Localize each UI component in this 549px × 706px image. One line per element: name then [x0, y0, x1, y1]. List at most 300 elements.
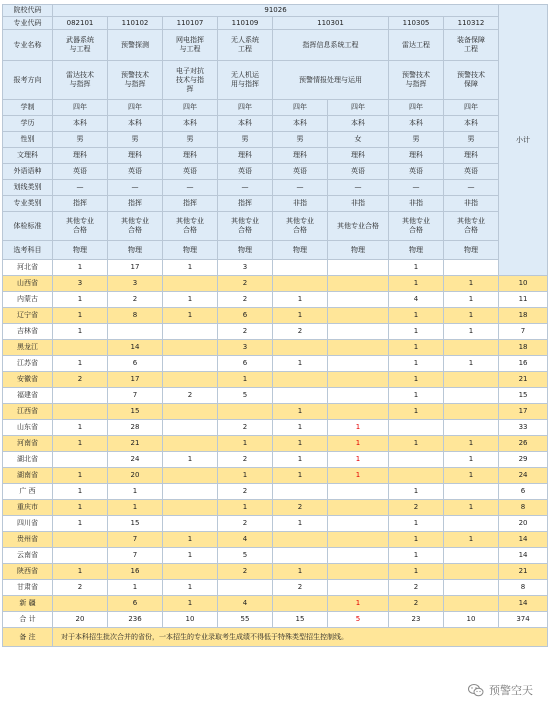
quota-cell	[108, 324, 163, 340]
province-total: 11	[499, 292, 548, 308]
province-name: 江西省	[3, 404, 53, 420]
quota-cell	[328, 404, 389, 420]
province-name: 云南省	[3, 548, 53, 564]
quota-cell	[218, 404, 273, 420]
subject-value: 理科	[163, 148, 218, 164]
quota-cell	[444, 548, 499, 564]
province-name: 河南省	[3, 436, 53, 452]
quota-cell	[328, 292, 389, 308]
subject-value: 理科	[389, 148, 444, 164]
quota-cell: 1	[108, 580, 163, 596]
quota-cell	[328, 548, 389, 564]
quota-cell: 1	[53, 564, 108, 580]
category-value: 非指	[273, 196, 328, 212]
line-value: —	[273, 180, 328, 196]
major-code: 082101	[53, 17, 108, 30]
quota-cell	[163, 372, 218, 388]
quota-cell: 6	[108, 596, 163, 612]
direction-label: 报考方向	[3, 61, 53, 100]
quota-cell	[444, 372, 499, 388]
quota-cell	[389, 468, 444, 484]
gender-row	[3, 132, 548, 148]
column-total: 55	[218, 612, 273, 628]
quota-cell: 2	[108, 292, 163, 308]
quota-cell	[328, 356, 389, 372]
column-total: 10	[163, 612, 218, 628]
quota-cell	[328, 260, 389, 276]
note-label: 备 注	[3, 628, 53, 647]
quota-cell	[444, 596, 499, 612]
quota-cell	[328, 276, 389, 292]
quota-cell: 14	[108, 340, 163, 356]
quota-cell	[53, 340, 108, 356]
quota-cell	[273, 484, 328, 500]
degree-value: 本科	[108, 116, 163, 132]
quota-cell: 6	[218, 308, 273, 324]
quota-cell: 1	[53, 260, 108, 276]
quota-cell: 1	[53, 484, 108, 500]
quota-cell: 1	[444, 532, 499, 548]
quota-cell: 2	[273, 500, 328, 516]
province-row	[3, 468, 548, 484]
province-row	[3, 292, 548, 308]
quota-cell: 1	[444, 468, 499, 484]
physical-label: 体检标准	[3, 212, 53, 241]
quota-cell: 1	[389, 356, 444, 372]
watermark	[468, 682, 533, 698]
category-value: 指挥	[218, 196, 273, 212]
duration-value: 四年	[328, 100, 389, 116]
direction: 预警技术 与指挥	[389, 61, 444, 100]
quota-cell: 1	[53, 292, 108, 308]
quota-cell: 1	[389, 324, 444, 340]
quota-cell: 1	[53, 356, 108, 372]
quota-cell: 2	[218, 292, 273, 308]
degree-value: 本科	[389, 116, 444, 132]
major-code-row	[3, 17, 548, 30]
quota-cell: 1	[163, 580, 218, 596]
province-row	[3, 420, 548, 436]
quota-cell	[328, 580, 389, 596]
province-name: 新 疆	[3, 596, 53, 612]
quota-cell: 17	[108, 372, 163, 388]
quota-cell: 1	[444, 452, 499, 468]
column-total: 5	[328, 612, 389, 628]
quota-cell: 2	[389, 580, 444, 596]
major-name: 网电指挥 与工程	[163, 30, 218, 61]
province-name: 河北省	[3, 260, 53, 276]
subtotal-header: 小计	[499, 5, 548, 276]
quota-cell: 1	[444, 276, 499, 292]
quota-cell	[163, 516, 218, 532]
quota-cell	[53, 452, 108, 468]
quota-cell: 2	[389, 596, 444, 612]
quota-cell: 2	[218, 516, 273, 532]
quota-cell: 1	[273, 564, 328, 580]
physical-value: 其他专业 合格	[273, 212, 328, 241]
quota-cell: 2	[218, 452, 273, 468]
quota-cell: 1	[163, 308, 218, 324]
province-row	[3, 340, 548, 356]
major-name: 装备保障 工程	[444, 30, 499, 61]
province-row	[3, 452, 548, 468]
major-name: 指挥信息系统工程	[273, 30, 389, 61]
quota-cell	[328, 564, 389, 580]
watermark-text: 预警空天	[489, 684, 533, 697]
major-name-row	[3, 30, 548, 61]
province-name: 湖南省	[3, 468, 53, 484]
quota-cell: 15	[108, 404, 163, 420]
subject-value: 理科	[328, 148, 389, 164]
quota-cell: 2	[53, 580, 108, 596]
quota-cell: 1	[389, 436, 444, 452]
province-row	[3, 388, 548, 404]
quota-cell	[273, 596, 328, 612]
language-value: 英语	[273, 164, 328, 180]
province-total: 21	[499, 564, 548, 580]
quota-cell: 2	[218, 564, 273, 580]
quota-cell	[273, 548, 328, 564]
province-name: 内蒙古	[3, 292, 53, 308]
gender-value: 男	[53, 132, 108, 148]
elective-value: 物理	[273, 241, 328, 260]
note-row	[3, 628, 548, 647]
category-row-label: 专业类别	[3, 196, 53, 212]
province-total: 16	[499, 356, 548, 372]
major-code: 110312	[444, 17, 499, 30]
quota-cell: 1	[273, 420, 328, 436]
major-code: 110109	[218, 17, 273, 30]
physical-value: 其他专业 合格	[444, 212, 499, 241]
direction: 预警情报处理与运用	[273, 61, 389, 100]
province-row	[3, 356, 548, 372]
quota-cell: 16	[108, 564, 163, 580]
quota-cell: 1	[53, 308, 108, 324]
quota-cell: 1	[389, 276, 444, 292]
quota-cell	[273, 276, 328, 292]
quota-cell	[163, 324, 218, 340]
province-total: 14	[499, 548, 548, 564]
gender-row-label: 性别	[3, 132, 53, 148]
line-value: —	[163, 180, 218, 196]
province-name: 吉林省	[3, 324, 53, 340]
quota-cell	[273, 388, 328, 404]
subject-row	[3, 148, 548, 164]
wechat-icon	[468, 684, 484, 697]
province-name: 陕西省	[3, 564, 53, 580]
province-name: 辽宁省	[3, 308, 53, 324]
column-total: 10	[444, 612, 499, 628]
province-row	[3, 276, 548, 292]
quota-cell: 1	[53, 420, 108, 436]
duration-value: 四年	[444, 100, 499, 116]
province-total: 14	[499, 532, 548, 548]
quota-cell	[328, 372, 389, 388]
direction: 电子对抗 技术与指 挥	[163, 61, 218, 100]
province-name: 四川省	[3, 516, 53, 532]
province-total: 17	[499, 404, 548, 420]
column-total: 236	[108, 612, 163, 628]
physical-row	[3, 212, 548, 241]
quota-cell: 1	[328, 452, 389, 468]
quota-cell: 1	[53, 468, 108, 484]
line-value: —	[53, 180, 108, 196]
province-row	[3, 500, 548, 516]
quota-cell: 1	[328, 468, 389, 484]
quota-cell: 2	[218, 276, 273, 292]
duration-value: 四年	[108, 100, 163, 116]
quota-cell: 1	[389, 388, 444, 404]
quota-cell	[163, 468, 218, 484]
major-name: 武器系统 与工程	[53, 30, 108, 61]
language-value: 英语	[108, 164, 163, 180]
language-value: 英语	[328, 164, 389, 180]
quota-cell: 24	[108, 452, 163, 468]
quota-cell	[444, 404, 499, 420]
school-code-row	[3, 5, 548, 17]
totals-label: 合 计	[3, 612, 53, 628]
province-row	[3, 532, 548, 548]
elective-value: 物理	[163, 241, 218, 260]
province-name: 甘肃省	[3, 580, 53, 596]
quota-cell: 1	[389, 532, 444, 548]
subject-value: 理科	[444, 148, 499, 164]
degree-value: 本科	[273, 116, 328, 132]
quota-cell: 1	[273, 292, 328, 308]
quota-cell	[273, 372, 328, 388]
province-total: 10	[499, 276, 548, 292]
quota-cell: 7	[108, 548, 163, 564]
province-name: 湖北省	[3, 452, 53, 468]
quota-cell: 1	[108, 484, 163, 500]
line-value: —	[108, 180, 163, 196]
province-name: 黑龙江	[3, 340, 53, 356]
province-name: 安徽省	[3, 372, 53, 388]
admission-plan-table	[2, 4, 548, 647]
quota-cell: 1	[444, 436, 499, 452]
province-name: 江苏省	[3, 356, 53, 372]
gender-value: 男	[108, 132, 163, 148]
province-total: 18	[499, 308, 548, 324]
province-row	[3, 580, 548, 596]
quota-cell: 1	[163, 532, 218, 548]
major-name: 无人系统 工程	[218, 30, 273, 61]
quota-cell: 3	[53, 276, 108, 292]
physical-value: 其他专业 合格	[163, 212, 218, 241]
physical-value: 其他专业 合格	[389, 212, 444, 241]
language-row	[3, 164, 548, 180]
duration-value: 四年	[218, 100, 273, 116]
province-row	[3, 324, 548, 340]
quota-cell	[444, 340, 499, 356]
province-name: 广 西	[3, 484, 53, 500]
subject-value: 理科	[108, 148, 163, 164]
physical-value: 其他专业 合格	[218, 212, 273, 241]
quota-cell	[444, 580, 499, 596]
quota-cell: 1	[444, 292, 499, 308]
gender-value: 女	[328, 132, 389, 148]
province-row	[3, 404, 548, 420]
quota-cell: 1	[389, 260, 444, 276]
quota-cell	[163, 340, 218, 356]
major-name: 雷达工程	[389, 30, 444, 61]
major-code-label: 专业代码	[3, 17, 53, 30]
quota-cell	[163, 436, 218, 452]
quota-cell: 6	[108, 356, 163, 372]
line-value: —	[444, 180, 499, 196]
quota-cell	[328, 484, 389, 500]
direction: 雷达技术 与指挥	[53, 61, 108, 100]
subject-value: 理科	[53, 148, 108, 164]
quota-cell: 15	[108, 516, 163, 532]
physical-value: 其他专业合格	[328, 212, 389, 241]
quota-cell	[163, 564, 218, 580]
elective-value: 物理	[328, 241, 389, 260]
province-total: 8	[499, 580, 548, 596]
major-code: 110102	[108, 17, 163, 30]
quota-cell: 1	[218, 372, 273, 388]
province-row	[3, 596, 548, 612]
major-name: 预警探测	[108, 30, 163, 61]
degree-row	[3, 116, 548, 132]
province-total: 24	[499, 468, 548, 484]
quota-cell: 1	[389, 372, 444, 388]
quota-cell: 1	[273, 404, 328, 420]
quota-cell	[163, 420, 218, 436]
quota-cell: 2	[218, 420, 273, 436]
quota-cell: 1	[218, 500, 273, 516]
degree-row-label: 学历	[3, 116, 53, 132]
quota-cell	[163, 500, 218, 516]
province-name: 福建省	[3, 388, 53, 404]
quota-cell: 1	[389, 484, 444, 500]
line-row-label: 划线类别	[3, 180, 53, 196]
province-name: 山西省	[3, 276, 53, 292]
quota-cell	[444, 484, 499, 500]
quota-cell: 1	[444, 324, 499, 340]
degree-value: 本科	[163, 116, 218, 132]
quota-cell	[163, 276, 218, 292]
line-row	[3, 180, 548, 196]
province-row	[3, 260, 548, 276]
gender-value: 男	[218, 132, 273, 148]
province-total: 6	[499, 484, 548, 500]
language-value: 英语	[218, 164, 273, 180]
quota-cell: 1	[389, 548, 444, 564]
quota-cell	[328, 500, 389, 516]
quota-cell: 8	[108, 308, 163, 324]
province-name: 贵州省	[3, 532, 53, 548]
quota-cell: 2	[163, 388, 218, 404]
physical-value: 其他专业 合格	[108, 212, 163, 241]
quota-cell	[444, 388, 499, 404]
province-total: 29	[499, 452, 548, 468]
category-row	[3, 196, 548, 212]
quota-cell: 1	[273, 468, 328, 484]
line-value: —	[218, 180, 273, 196]
quota-cell: 5	[218, 388, 273, 404]
quota-cell: 1	[53, 436, 108, 452]
quota-cell: 3	[218, 260, 273, 276]
province-total: 14	[499, 596, 548, 612]
column-total: 23	[389, 612, 444, 628]
degree-value: 本科	[218, 116, 273, 132]
quota-cell: 1	[328, 436, 389, 452]
major-code: 110305	[389, 17, 444, 30]
province-name: 重庆市	[3, 500, 53, 516]
province-total: 15	[499, 388, 548, 404]
province-row	[3, 564, 548, 580]
quota-cell: 7	[108, 388, 163, 404]
quota-cell: 1	[273, 356, 328, 372]
quota-cell	[53, 404, 108, 420]
elective-value: 物理	[218, 241, 273, 260]
quota-cell: 2	[273, 324, 328, 340]
quota-cell: 1	[444, 308, 499, 324]
province-total: 18	[499, 340, 548, 356]
duration-value: 四年	[389, 100, 444, 116]
quota-cell	[444, 260, 499, 276]
quota-cell: 1	[163, 596, 218, 612]
subject-value: 理科	[273, 148, 328, 164]
quota-cell	[218, 580, 273, 596]
gender-value: 男	[163, 132, 218, 148]
major-code: 110107	[163, 17, 218, 30]
quota-cell: 3	[218, 340, 273, 356]
quota-cell: 3	[108, 276, 163, 292]
direction: 预警技术 保障	[444, 61, 499, 100]
elective-value: 物理	[444, 241, 499, 260]
quota-cell	[273, 532, 328, 548]
province-row	[3, 436, 548, 452]
column-total: 15	[273, 612, 328, 628]
degree-value: 本科	[328, 116, 389, 132]
quota-cell: 1	[218, 468, 273, 484]
quota-cell: 1	[328, 596, 389, 612]
direction: 预警技术 与指挥	[108, 61, 163, 100]
language-value: 英语	[389, 164, 444, 180]
category-value: 指挥	[163, 196, 218, 212]
quota-cell	[389, 452, 444, 468]
subject-value: 理科	[218, 148, 273, 164]
quota-cell	[328, 516, 389, 532]
quota-cell	[328, 340, 389, 356]
quota-cell	[328, 308, 389, 324]
quota-cell: 4	[389, 292, 444, 308]
column-total: 20	[53, 612, 108, 628]
province-total: 20	[499, 516, 548, 532]
quota-cell	[389, 420, 444, 436]
quota-cell: 2	[53, 372, 108, 388]
duration-value: 四年	[273, 100, 328, 116]
quota-cell: 1	[389, 308, 444, 324]
direction-row	[3, 61, 548, 100]
quota-cell: 2	[218, 484, 273, 500]
major-name-label: 专业名称	[3, 30, 53, 61]
quota-cell: 1	[163, 292, 218, 308]
quota-cell: 1	[218, 436, 273, 452]
province-row	[3, 548, 548, 564]
province-total: 26	[499, 436, 548, 452]
language-row-label: 外语语种	[3, 164, 53, 180]
grand-total: 374	[499, 612, 548, 628]
quota-cell: 17	[108, 260, 163, 276]
quota-cell	[273, 260, 328, 276]
quota-cell	[328, 324, 389, 340]
line-value: —	[328, 180, 389, 196]
gender-value: 男	[389, 132, 444, 148]
province-total: 8	[499, 500, 548, 516]
